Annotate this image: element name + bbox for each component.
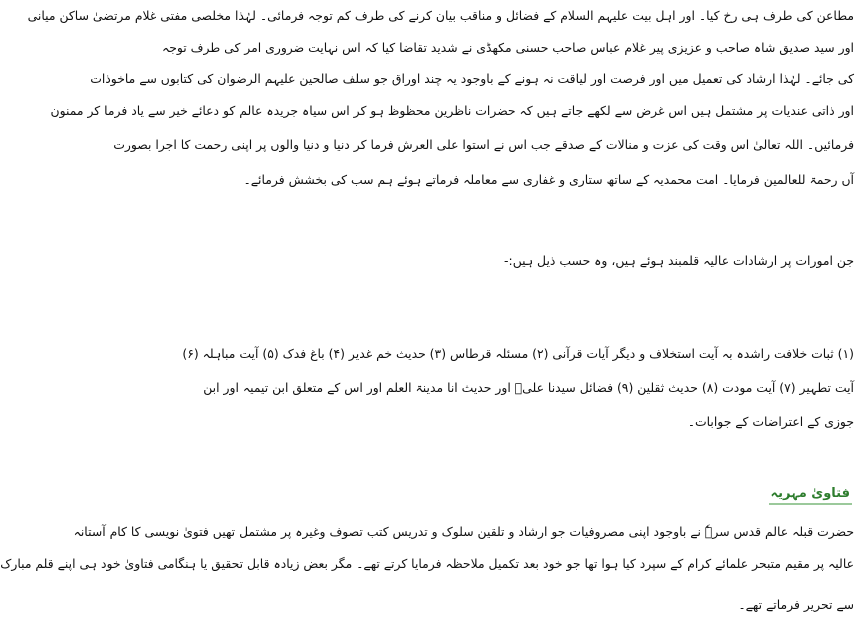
section-heading: فتاویٰ مہریہ <box>769 486 852 505</box>
topics-line: جوزی کے اعتراضات کے جوابات۔ <box>687 414 854 429</box>
paragraph-line: فرمائیں۔ اللہ تعالیٰ اس وقت کی عزت و منالات کے صدقے جب اس نے استوا علی العرش فرما کر دنیا و دنیا والوں پر اپنی رحمت کا اجرا بصورت <box>113 137 854 152</box>
paragraph-line: اور ذاتی عندیات پر مشتمل ہیں اس غرض سے لکھے جاتے ہیں کہ حضرات ناظرین محظوظ ہو کر اس سیاہ جریدہ عالم کو دعائے خیر سے یاد فرما کر ممنون <box>50 103 854 118</box>
paragraph-line: آں رحمۃ للعالمین فرمایا۔ امت محمدیہ کے ساتھ ستاری و غفاری سے معاملہ فرماتے ہوئے ہم سب کی بخشش فرمائے۔ <box>243 172 854 187</box>
paragraph-line: مطاعن کی طرف ہی رخ کیا۔ اور اہل بیت علیہم السلام کے فضائل و مناقب بیان کرنے کی طرف کم توجہ فرمائی۔ لہٰذا مخلصی مفتی غلام مرتضیٰ ساکن میانی <box>27 8 854 23</box>
section-line: حضرت قبلہ عالم قدس سرہٗ نے باوجود اپنی مصروفیات جو ارشاد و تلقین سلوک و تدریس کتب تصوف وغیرہ پر مشتمل تھیں فتویٰ نویسی کا کام آستانہ <box>73 524 854 539</box>
topics-line: (۱) ثبات خلافت راشدہ بہ آیت استخلاف و دیگر آیات قرآنی (۲) مسئلہ قرطاس (۳) حدیث خم غدیر (۴) باغ فدک (۵) آیت مباہلہ (۶) <box>182 346 854 361</box>
section-line: سے تحریر فرماتے تھے۔ <box>738 597 854 612</box>
topics-line: آیت تطہیر (۷) آیت مودت (۸) حدیث ثقلین (۹) فضائل سیدنا علیؓ اور حدیث انا مدینۃ العلم اور اس کے متعلق ابن تیمیہ اور ابن <box>203 380 854 395</box>
intro-line: جن امورات پر ارشادات عالیہ قلمبند ہوئے ہیں، وہ حسب ذیل ہیں:- <box>504 253 854 268</box>
paragraph-line: اور سید صدیق شاہ صاحب و عزیزی پیر غلام عباس صاحب حسنی مکھڈی نے شدید تقاضا کیا کہ اس نہایت ضروری امر کی طرف توجہ <box>161 40 854 55</box>
paragraph-line: کی جائے۔ لہٰذا ارشاد کی تعمیل میں اور فرصت اور لیاقت نہ ہونے کے باوجود یہ چند اوراق جو سلف صالحین علیہم الرضوان کی کتابوں سے ماخوذات <box>90 71 854 86</box>
section-line: عالیہ پر مقیم متبحر علمائے کرام کے سپرد کیا ہوا تھا جو خود بعد تکمیل ملاحظہ فرمایا کرتے تھے۔ مگر بعض زیادہ قابل تحقیق یا ہنگامی فتاویٰ خود ہی اپنے قلم مبارک <box>0 556 854 571</box>
